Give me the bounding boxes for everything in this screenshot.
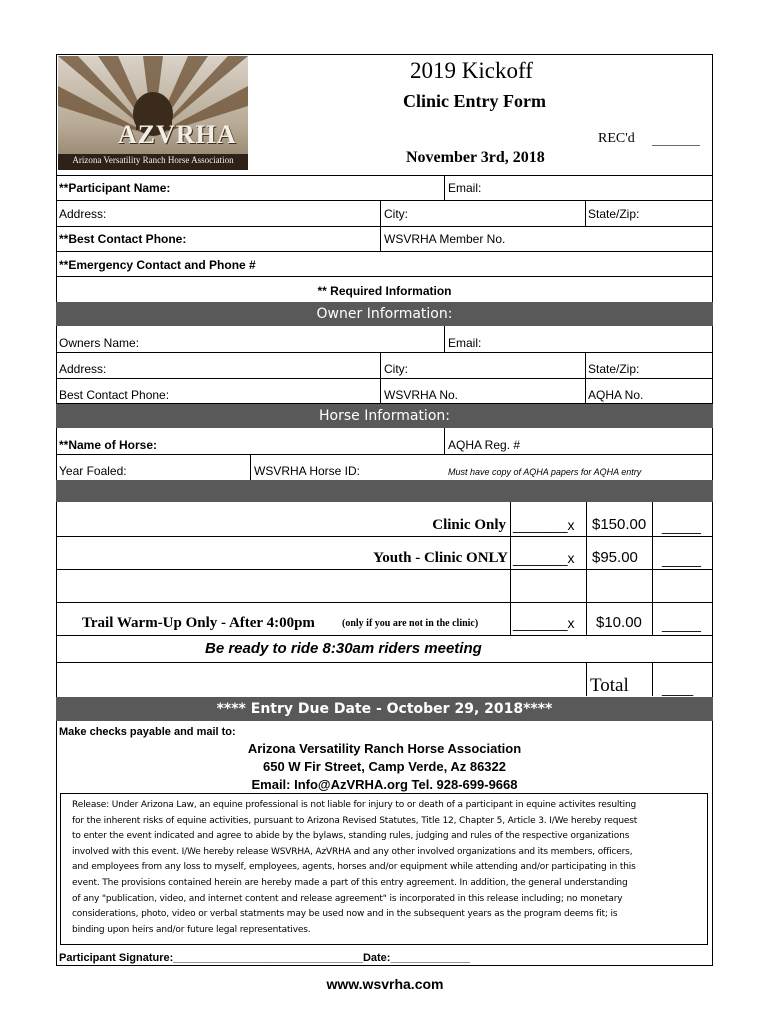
- logo-caption: Arizona Versatility Ranch Horse Association: [72, 155, 234, 165]
- aqha-papers-note: Must have copy of AQHA papers for AQHA entry: [448, 467, 642, 477]
- divider-band: [56, 480, 713, 502]
- release-line: of any "publication, video, and internet content and release agreement" is incorporated in this release including; no monetary: [72, 893, 623, 904]
- member-number-label[interactable]: WSVRHA Member No.: [384, 232, 506, 246]
- participant-email-label[interactable]: Email:: [448, 181, 482, 195]
- release-line: to enter the event indicated and agree to abide by the bylaws, standing rules, judging and rules of the respective organizations: [72, 831, 630, 842]
- participant-state-zip-label[interactable]: State/Zip:: [588, 207, 640, 221]
- ready-note: Be ready to ride 8:30am riders meeting: [205, 640, 482, 657]
- payable-label: Make checks payable and mail to:: [59, 726, 236, 738]
- release-line: Release: Under Arizona Law, an equine professional is not liable for injury to or death of a participant in equine activites resulting: [72, 800, 637, 810]
- horse-id-label[interactable]: WSVRHA Horse ID:: [254, 464, 361, 478]
- horse-section-header: Horse Information:: [56, 404, 713, 428]
- year-foaled-label[interactable]: Year Foaled:: [59, 464, 127, 478]
- clinic-price: $150.00: [592, 516, 647, 533]
- participant-city-label[interactable]: City:: [384, 207, 408, 221]
- org-name: Arizona Versatility Ranch Horse Association: [247, 741, 522, 756]
- form-title: 2019 Kickoff: [410, 58, 533, 83]
- clinic-qty[interactable]: _______x: [513, 517, 575, 533]
- owner-address-label[interactable]: Address:: [59, 362, 107, 376]
- release-line: involved with this event. I/We hereby release WSVRHA, AzVRHA and any other involved organizations and its members, officers,: [72, 846, 633, 857]
- total-label: Total: [590, 675, 629, 696]
- org-contact: Email: Info@AzVRHA.org Tel. 928-699-9668: [251, 777, 518, 792]
- trail-price: $10.00: [596, 614, 642, 631]
- participant-name-label[interactable]: **Participant Name:: [59, 181, 171, 195]
- entry-due-banner: **** Entry Due Date - October 29, 2018****: [56, 697, 713, 721]
- release-text: [72, 798, 702, 938]
- horse-name-label[interactable]: **Name of Horse:: [59, 438, 158, 452]
- owner-aqha-label[interactable]: AQHA No.: [588, 388, 644, 402]
- owner-phone-label[interactable]: Best Contact Phone:: [59, 388, 170, 402]
- youth-total[interactable]: _____: [662, 551, 701, 567]
- release-line: binding upon heirs and/or future legal representatives.: [72, 924, 311, 935]
- owner-name-label[interactable]: Owners Name:: [59, 336, 140, 350]
- org-address: 650 W Fir Street, Camp Verde, Az 86322: [262, 759, 506, 774]
- signature-line[interactable]: Participant Signature:_______________________________Date:_____________: [59, 952, 470, 964]
- owner-section-header: Owner Information:: [56, 302, 713, 326]
- release-line: for the inherent risks of equine activities, pursuant to Arizona Revised Statutes, Title 12, Chapter 5, Article 3. I/We hereby request: [72, 815, 638, 826]
- participant-phone-label[interactable]: **Best Contact Phone:: [59, 232, 187, 246]
- form-subtitle: Clinic Entry Form: [403, 91, 546, 111]
- azvrha-logo: [58, 56, 248, 170]
- release-line: and employees from any loss to myself, employees, agents, horses and/or equipment while attending and/or participating in this: [72, 862, 636, 873]
- recd-label: REC'd: [598, 131, 635, 146]
- event-date: November 3rd, 2018: [406, 149, 545, 166]
- logo-text: AZVRHA: [118, 120, 237, 149]
- owner-city-label[interactable]: City:: [384, 362, 408, 376]
- emergency-contact-label[interactable]: **Emergency Contact and Phone #: [59, 258, 256, 272]
- owner-wsvrha-label[interactable]: WSVRHA No.: [384, 388, 459, 402]
- total-blank[interactable]: ____: [662, 680, 694, 696]
- release-line: event. The provisions contained herein are hereby made a part of this entry agreement. In addition, the general understanding: [72, 877, 628, 888]
- sunburst-icon: [58, 56, 248, 170]
- trail-warmup-note: (only if you are not in the clinic): [342, 618, 479, 629]
- trail-warmup-label: Trail Warm-Up Only - After 4:00pm: [82, 615, 315, 631]
- clinic-only-label: Clinic Only: [432, 517, 506, 533]
- recd-blank[interactable]: ________: [652, 133, 700, 147]
- clinic-total[interactable]: _____: [662, 518, 701, 534]
- trail-total[interactable]: _____: [662, 616, 701, 632]
- youth-qty[interactable]: _______x: [513, 550, 575, 566]
- youth-price: $95.00: [592, 549, 638, 566]
- trail-qty[interactable]: _______x: [513, 615, 575, 631]
- required-note: ** Required Information: [317, 284, 452, 298]
- youth-clinic-label: Youth - Clinic ONLY: [373, 550, 508, 566]
- participant-address-label[interactable]: Address:: [59, 207, 107, 221]
- website-link[interactable]: www.wsvrha.com: [326, 976, 444, 992]
- owner-email-label[interactable]: Email:: [448, 336, 482, 350]
- release-line: considerations, photo, video or verbal statments may be used now and in the subsequent years as the program deems fit; is: [72, 909, 618, 920]
- aqha-reg-label[interactable]: AQHA Reg. #: [448, 438, 521, 452]
- owner-state-zip-label[interactable]: State/Zip:: [588, 362, 640, 376]
